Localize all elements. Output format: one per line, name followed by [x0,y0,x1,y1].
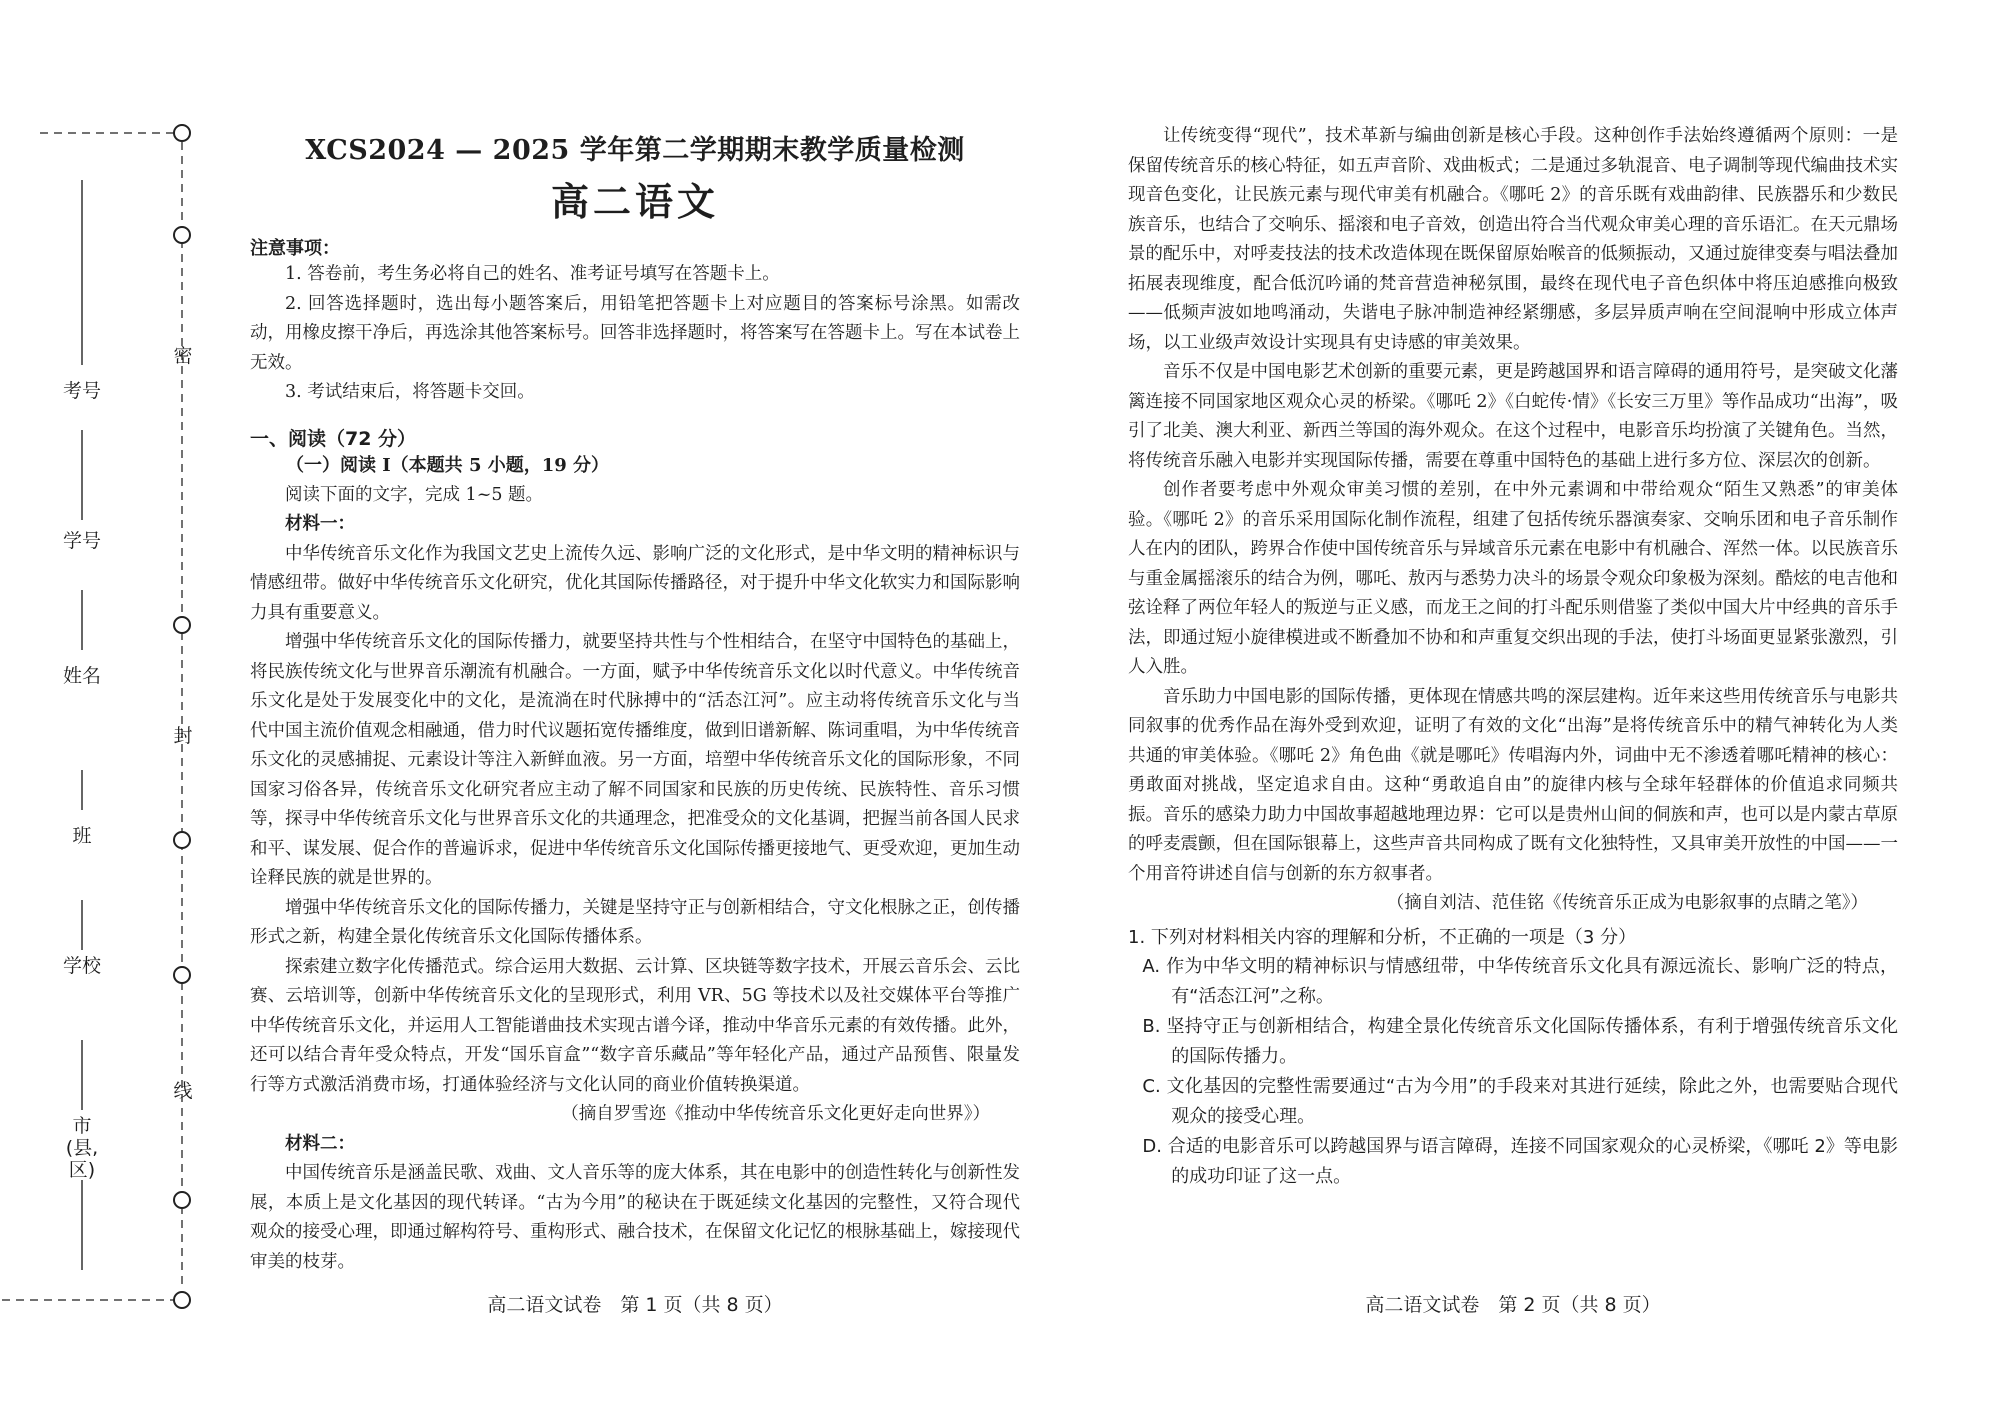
question-option: D. 合适的电影音乐可以跨越国界与语言障碍，连接不同国家观众的心灵桥梁，《哪吒 2》等电影的成功印证了这一点。 [1142,1136,1898,1187]
question-option: A. 作为中华文明的精神标识与情感纽带，中华传统音乐文化具有源远流长、影响广泛的特点，有“活态江河”之称。 [1142,956,1898,1007]
material-paragraph: 探索建立数字化传播范式。综合运用大数据、云计算、区块链等数字技术，开展云音乐会、云比赛、云培训等，创新中华传统音乐文化的呈现形式，利用 VR、5G 等技术以及社交媒体平台等推广中华传统音乐文化，并运用人工智能谱曲技术实现古谱今译，推动中华音乐元素的有效传播。此外，还可以结合青年受众特点，开发“国乐盲盒”“数字音乐藏品”等年轻化产品，通过产品预售、限量发行等方式激活消费市场，打通体验经济与文化认同的商业价值转换渠道。 [250,956,1020,1095]
seal-word: 封 [173,725,193,747]
exam-no-label: 考号 [62,380,101,402]
seal-word: 线 [173,1080,193,1102]
binding-strip [0,0,200,1414]
note-item: 1. 答卷前，考生务必将自己的姓名、准考证号填写在答题卡上。 [285,264,780,284]
material-paragraph: 音乐助力中国电影的国际传播，更体现在情感共鸣的深层建构。近年来这些用传统音乐与电影共同叙事的优秀作品在海外受到欢迎，证明了有效的文化“出海”是将传统音乐中的精气神转化为人类共通的审美体验。《哪吒 2》角色曲《就是哪吒》传唱海内外，词曲中无不渗透着哪吒精神的核心：勇敢面对挑战，坚定追求自由。这种“勇敢追自由”的旋律内核与全球年轻群体的价值追求同频共振。音乐的感染力助力中国故事超越地理边界：它可以是贵州山间的侗族和声，也可以是内蒙古草原的呼麦震颤，但在国际银幕上，这些声音共同构成了既有文化独特性，又具审美开放性的中国——一个用音符讲述自信与创新的东方叙事者。 [1128,686,1898,884]
class-label: 班 [72,825,92,847]
material-label: 材料一： [285,514,355,534]
exam-page-1 [250,120,1020,1277]
material-paragraph: 增强中华传统音乐文化的国际传播力，就要坚持共性与个性相结合，在坚守中国特色的基础上，将民族传统文化与世界音乐潮流有机融合。一方面，赋予中华传统音乐文化以时代意义。中华传统音乐文化是处于发展变化中的文化，是流淌在时代脉搏中的“活态江河”。应主动将传统音乐文化与当代中国主流价值观念相融通，借力时代议题拓宽传播维度，做到旧谱新解、陈词重唱，为中华传统音乐文化的灵感捕捉、元素设计等注入新鲜血液。另一方面，培塑中华传统音乐文化的国际形象，不同国家习俗各异，传统音乐文化研究者应主动了解不同国家和民族的历史传统、民族特性、音乐习惯等，探寻中华传统音乐文化与世界音乐文化的共通理念，把准受众的文化基调，把握当前各国人民求和平、谋发展、促合作的普遍诉求，促进中华传统音乐文化国际传播更接地气、更受欢迎，更加生动诠释民族的就是世界的。 [250,632,1020,888]
section-title: 一、阅读（72 分） [250,427,417,450]
question-stem: 1. 下列对材料相关内容的理解和分析，不正确的一项是（3 分） [1128,926,1637,948]
city-label: 市(县,区) [65,1115,99,1181]
material-paragraph: 中华传统音乐文化作为我国文艺史上流传久远、影响广泛的文化形式，是中华文明的精神标识与情感纽带。做好中华传统音乐文化研究，优化其国际传播路径，对于提升中华文化软实力和国际影响力具有重要意义。 [250,543,1020,623]
exam-title: XCS2024 — 2025 学年第二学期期末教学质量检测 [305,135,965,166]
material-source: （摘自刘洁、范佳铭《传统音乐正成为电影叙事的点睛之笔》） [1386,893,1868,913]
question-option: C. 文化基因的完整性需要通过“古为今用”的手段来对其进行延续，除此之外，也需要贴合现代观众的接受心理。 [1142,1076,1898,1127]
section-subtitle: （一）阅读 I（本题共 5 小题，19 分） [286,454,610,476]
material-paragraph: 创作者要考虑中外观众审美习惯的差别，在中外元素调和中带给观众“陌生又熟悉”的审美体验。《哪吒 2》的音乐采用国际化制作流程，组建了包括传统乐器演奏家、交响乐团和电子音乐制作人在内的团队，跨界合作使中国传统音乐与异域音乐元素在电影中有机融合、浑然一体。以民族音乐与重金属摇滚乐的结合为例，哪吒、敖丙与悉势力决斗的场景令观众印象极为深刻。酷炫的电吉他和弦诠释了两位年轻人的叛逆与正义感，而龙王之间的打斗配乐则借鉴了类似中国大片中经典的音乐手法，即通过短小旋律模进或不断叠加不协和和声重复交织出现的手法，使打斗场面更显紧张激烈，引人入胜。 [1128,480,1898,677]
seal-line [0,0,200,1414]
question-option: B. 坚持守正与创新相结合，构建全景化传统音乐文化国际传播体系，有利于增强传统音乐文化的国际传播力。 [1142,1016,1898,1067]
note-item: 3. 考试结束后，将答题卡交回。 [285,382,535,402]
school-label: 学校 [62,955,101,977]
material-label: 材料二： [285,1133,355,1154]
name-label: 姓名 [62,665,101,687]
material-source: （摘自罗雪迩《推动中华传统音乐文化更好走向世界》） [561,1104,990,1124]
subject-title: 高二语文 [550,179,719,224]
material-paragraph: 音乐不仅是中国电影艺术创新的重要元素，更是跨越国界和语言障碍的通用符号，是突破文化藩篱连接不同国家地区观众心灵的桥梁。《哪吒 2》《白蛇传·情》《长安三万里》等作品成功“出海”，吸引了北美、澳大利亚、新西兰等国的海外观众。在这个过程中，电影音乐均扮演了关键角色。当然，将传统音乐融入电影并实现国际传播，需要在尊重中国特色的基础上进行多方位、深层次的创新。 [1128,362,1898,471]
notes-title: 注意事项： [250,238,340,259]
instruction: 阅读下面的文字，完成 1~5 题。 [285,484,544,505]
seal-word: 密 [173,345,193,367]
material-paragraph: 让传统变得“现代”，技术革新与编曲创新是核心手段。这种创作手法始终遵循两个原则：一是保留传统音乐的核心特征，如五声音阶、戏曲板式；二是通过多轨混音、电子调制等现代编曲技术实现音色变化，让民族元素与现代审美有机融合。《哪吒 2》的音乐既有戏曲韵律、民族器乐和少数民族音乐，也结合了交响乐、摇滚和电子音效，创造出符合当代观众审美心理的音乐语汇。在天元鼎场景的配乐中，对呼麦技法的技术改造体现在既保留原始喉音的低频振动，又通过旋律变奏与唱法叠加拓展表现维度，配合低沉吟诵的梵音营造神秘氛围，最终在现代电子音色织体中将压迫感推向极致——低频声波如地鸣涌动，失谐电子脉冲制造神经紧绷感，多层异质声响在空间混响中形成立体声场，以工业级声效设计实现具有史诗感的审美效果。 [1128,126,1898,353]
exam-page-2 [1128,122,1898,1192]
material-paragraph: 中国传统音乐是涵盖民歌、戏曲、文人音乐等的庞大体系，其在电影中的创造性转化与创新性发展，本质上是文化基因的现代转译。“古为今用”的秘诀在于既延续文化基因的完整性，又符合现代观众的接受心理，即通过解构符号、重构形式、融合技术，在保留文化记忆的根脉基础上，嫁接现代审美的枝芽。 [250,1163,1020,1272]
page-footer: 高二语文试卷 第 2 页（共 8 页） [1365,1294,1661,1316]
page-footer: 高二语文试卷 第 1 页（共 8 页） [487,1294,783,1316]
material-paragraph: 增强中华传统音乐文化的国际传播力，关键是坚持守正与创新相结合，守文化根脉之正，创传播形式之新，构建全景化传统音乐文化国际传播体系。 [250,897,1020,947]
note-item: 2. 回答选择题时，选出每小题答案后，用铅笔把答题卡上对应题目的答案标号涂黑。如需改动，用橡皮擦干净后，再选涂其他答案标号。回答非选择题时，将答案写在答题卡上。写在本试卷上无效。 [250,293,1020,373]
student-no-label: 学号 [62,530,101,552]
